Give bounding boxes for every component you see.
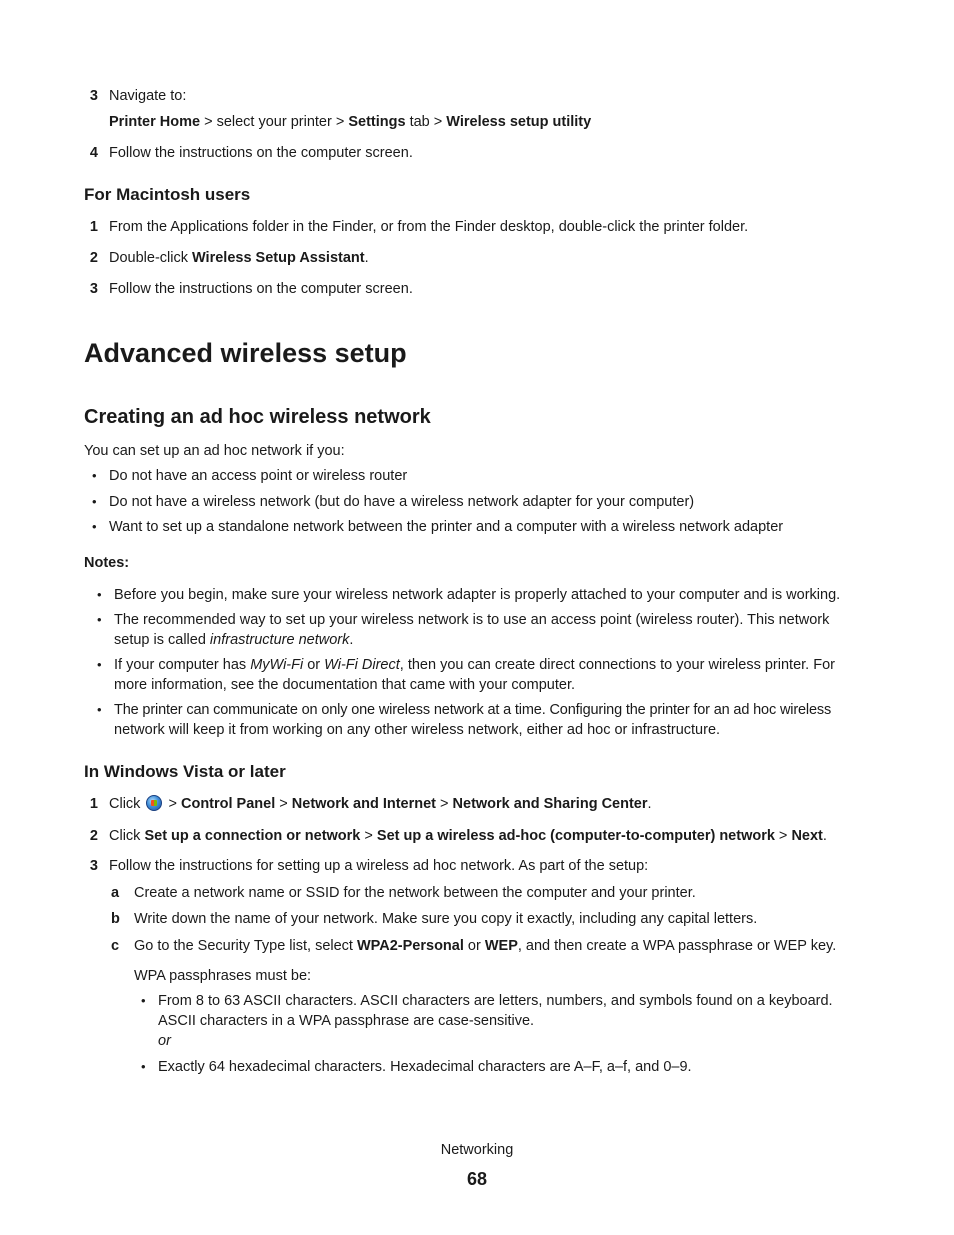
note-item-continuation: network will keep it from working on any other wireless network, either ad hoc or infrastructure. — [114, 722, 721, 738]
step-text: Click > Control Panel > Network and Internet > Network and Sharing Center. — [109, 796, 652, 812]
path-wireless-setup-utility: Wireless setup utility — [446, 114, 592, 130]
bullet-icon: • — [92, 494, 97, 509]
note-item: The printer can communicate on only one wireless network at a time. Configuring the printer for an ad hoc wireless — [114, 702, 832, 718]
note-item: The recommended way to set up your wireless network is to use an access point (wireless router). This network — [114, 612, 830, 628]
control-panel: Control Panel — [180, 796, 276, 812]
notes-heading: Notes: — [84, 555, 130, 571]
next-label: Next — [791, 828, 823, 844]
wpa-rule-continuation: ASCII characters in a WPA passphrase are case-sensitive. — [158, 1013, 535, 1029]
bullet-icon: • — [141, 993, 146, 1008]
note-item: If your computer has MyWi-Fi or Wi-Fi Direct, then you can create direct connections to your wireless printer. For — [114, 657, 835, 673]
note-item-continuation: more information, see the documentation that came with your computer. — [114, 677, 576, 693]
substep-letter: a — [111, 885, 120, 901]
step-number: 3 — [89, 281, 98, 297]
substep-text: Write down the name of your network. Make sure you copy it exactly, including any capital letters. — [134, 911, 758, 927]
wireless-setup-assistant: Wireless Setup Assistant — [192, 250, 365, 266]
wpa-rule: Exactly 64 hexadecimal characters. Hexadecimal characters are A–F, a–f, and 0–9. — [158, 1059, 692, 1075]
step-text: Follow the instructions on the computer screen. — [109, 145, 413, 161]
network-and-internet: Network and Internet — [291, 796, 436, 812]
windows-start-icon — [146, 795, 162, 811]
wpa-rule: From 8 to 63 ASCII characters. ASCII characters are letters, numbers, and symbols found on a keyboard. — [158, 993, 833, 1009]
page-number: 68 — [466, 1169, 488, 1189]
mywifi-term: MyWi-Fi — [250, 657, 304, 673]
step-text: Follow the instructions on the computer screen. — [109, 281, 413, 297]
step-number: 3 — [89, 858, 98, 874]
step-number: 1 — [89, 219, 98, 235]
step-number: 4 — [89, 145, 98, 161]
intro-text: You can set up an ad hoc network if you: — [84, 443, 345, 459]
step-text: Double-click Wireless Setup Assistant. — [109, 250, 369, 266]
list-item: Want to set up a standalone network between the printer and a computer with a wireless network adapter — [109, 519, 784, 535]
substep-letter: c — [111, 938, 120, 954]
step-text: Navigate to: — [109, 88, 187, 104]
substep-text: Go to the Security Type list, select WPA2-Personal or WEP, and then create a WPA passphrase or WEP key. — [134, 938, 837, 954]
bullet-icon: • — [97, 587, 102, 602]
step-number: 1 — [89, 796, 98, 812]
navigation-path: Printer Home > select your printer > Settings tab > Wireless setup utility — [109, 114, 592, 130]
substep-text: Create a network name or SSID for the network between the computer and your printer. — [134, 885, 696, 901]
bullet-icon: • — [141, 1059, 146, 1074]
wpa-intro: WPA passphrases must be: — [134, 968, 312, 984]
bullet-icon: • — [92, 468, 97, 483]
list-item: Do not have an access point or wireless router — [109, 468, 408, 484]
step-number: 3 — [89, 88, 98, 104]
network-and-sharing-center: Network and Sharing Center — [452, 796, 648, 812]
set-up-adhoc-network: Set up a wireless ad-hoc (computer-to-computer) network — [376, 828, 775, 844]
wifi-direct-term: Wi-Fi Direct — [324, 657, 400, 673]
note-item: Before you begin, make sure your wireless network adapter is properly attached to your computer and is working. — [114, 587, 841, 603]
footer-chapter: Networking — [440, 1142, 514, 1158]
bullet-icon: • — [97, 657, 102, 672]
step-text: Follow the instructions for setting up a wireless ad hoc network. As part of the setup: — [109, 858, 649, 874]
mac-heading: For Macintosh users — [84, 185, 251, 204]
bullet-icon: • — [92, 519, 97, 534]
substep-letter: b — [111, 911, 120, 927]
step-text: From the Applications folder in the Finder, or from the Finder desktop, double-click the printer folder. — [109, 219, 749, 235]
section-subtitle: Creating an ad hoc wireless network — [84, 406, 431, 428]
wep: WEP — [484, 938, 518, 954]
section-title: Advanced wireless setup — [84, 338, 407, 368]
bullet-icon: • — [97, 612, 102, 627]
note-item-continuation: setup is called infrastructure network. — [114, 632, 354, 648]
path-printer-home: Printer Home — [109, 114, 201, 130]
bullet-icon: • — [97, 702, 102, 717]
step-text: Click Set up a connection or network > Set up a wireless ad-hoc (computer-to-computer) network > Next. — [109, 828, 827, 844]
step-number: 2 — [89, 250, 98, 266]
step-number: 2 — [89, 828, 98, 844]
or-connector: or — [158, 1033, 171, 1049]
wpa2-personal: WPA2-Personal — [356, 938, 464, 954]
set-up-connection: Set up a connection or network — [144, 828, 361, 844]
list-item: Do not have a wireless network (but do have a wireless network adapter for your computer) — [109, 494, 695, 510]
infrastructure-network-term: infrastructure network — [209, 632, 350, 648]
vista-heading: In Windows Vista or later — [84, 762, 286, 781]
path-settings: Settings — [348, 114, 406, 130]
